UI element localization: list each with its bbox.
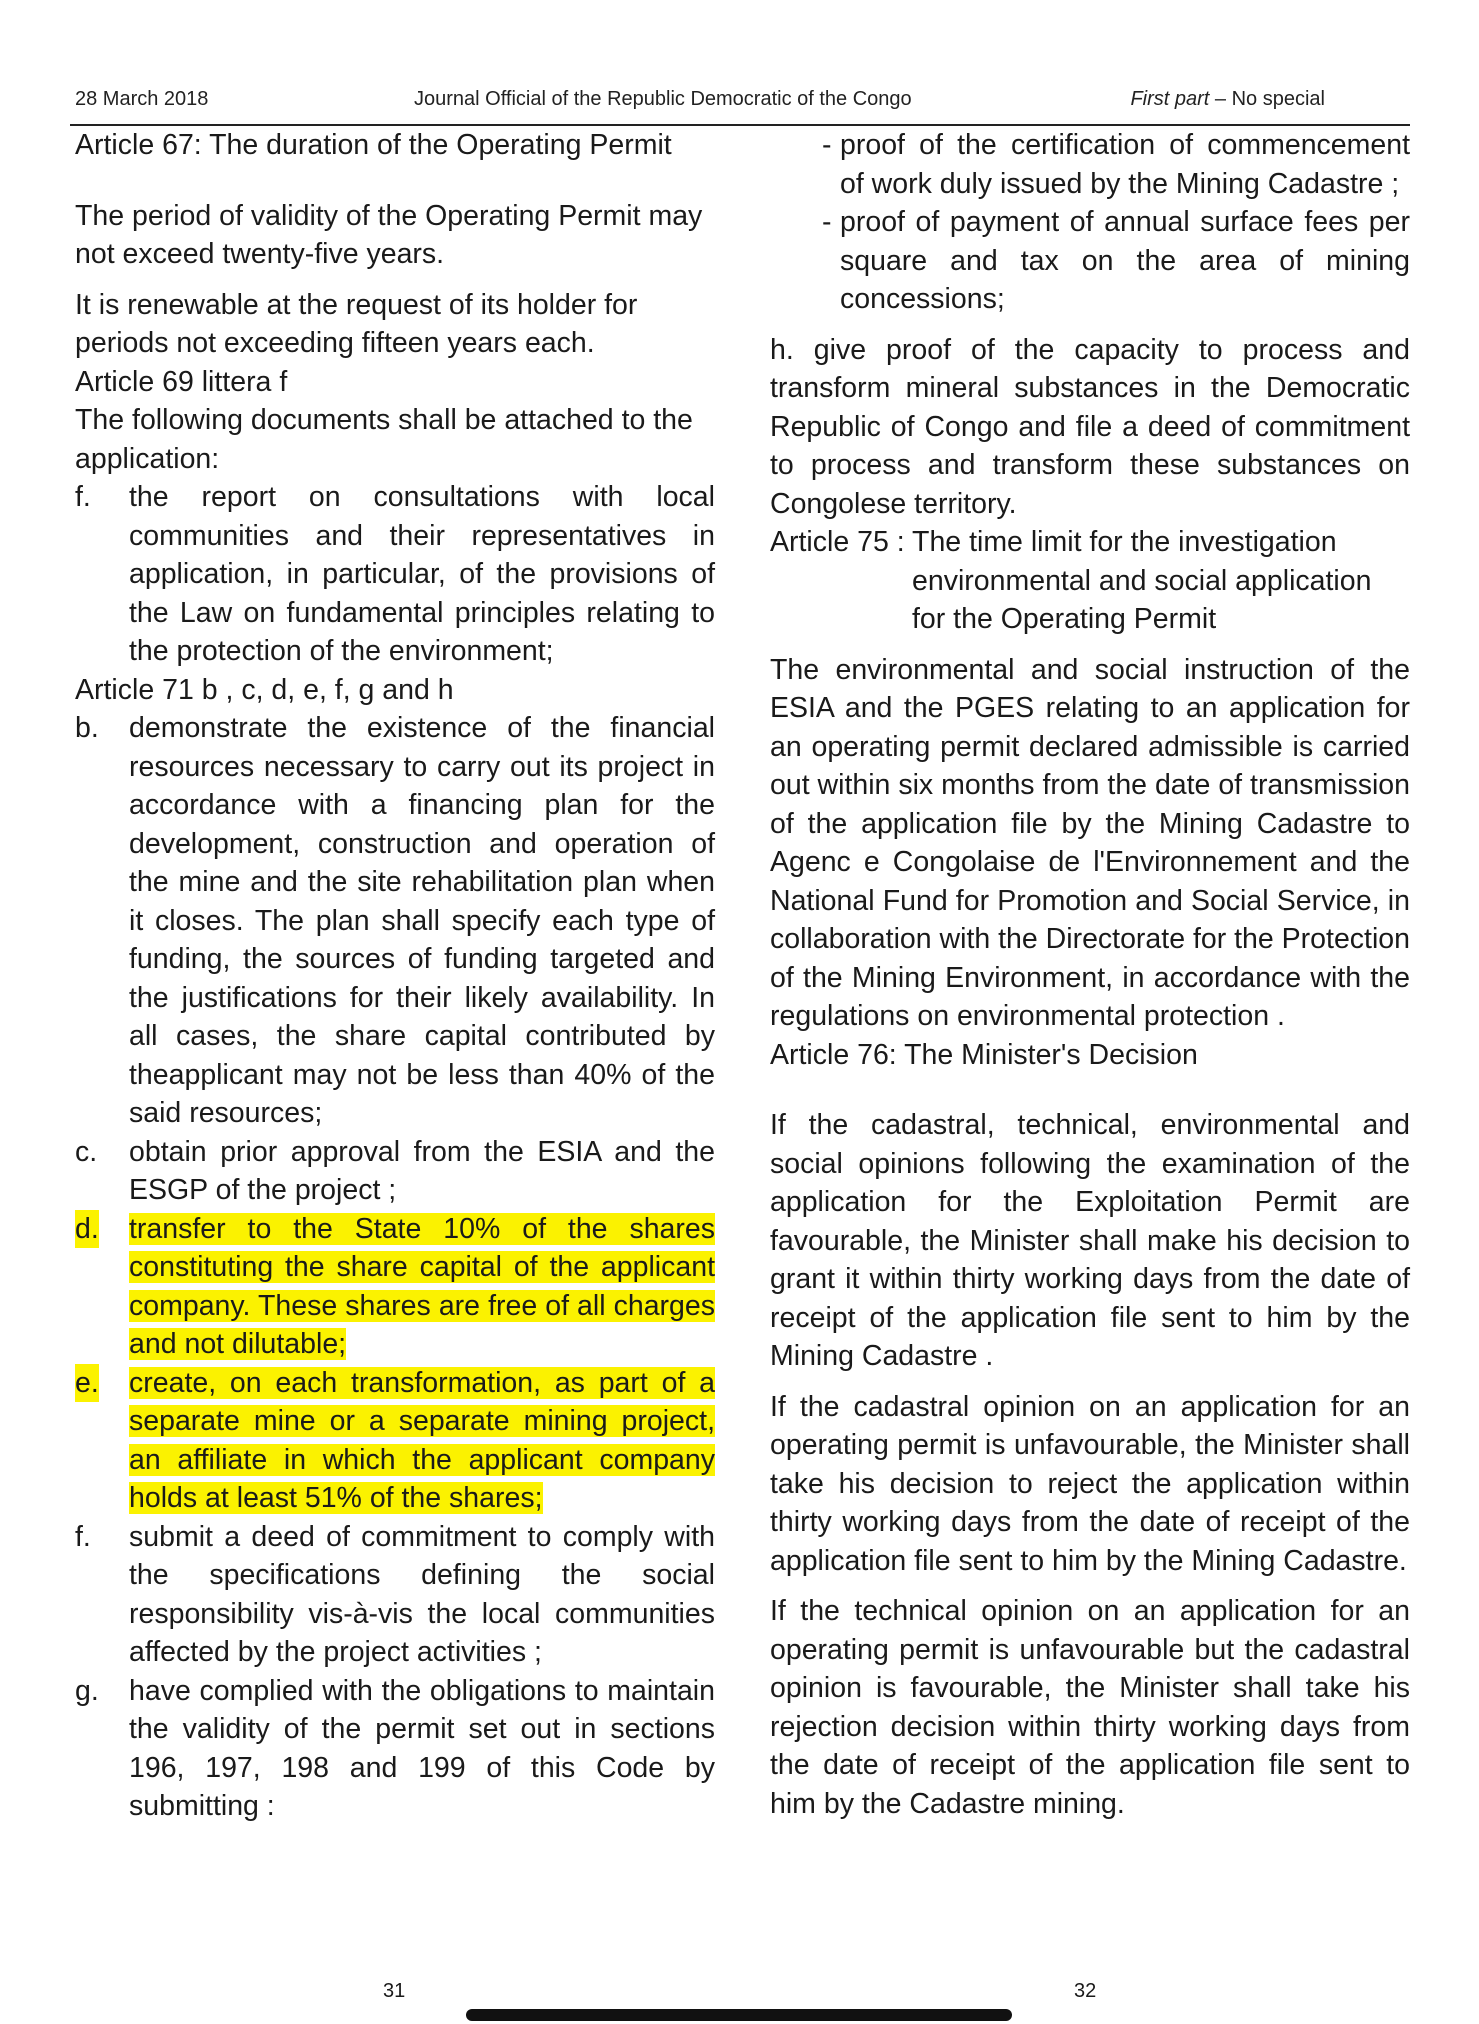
page-number-right: 32 [1074,1980,1097,2002]
article-69-intro: The following documents shall be attached to the application: [75,404,693,475]
item-text: the report on consultations with local communities and their representatives in application, in particular, of the provisions of the Law on fundamental principles relating to the protection of the environment; [129,481,715,667]
dash-marker: - [822,129,832,161]
article-76-paragraph-1: If the cadastral, technical, environmental and social opinions following the examination of the application for the Exploitation Permit are favourable, the Minister shall make his decision to grant it within thirty working days from the date of receipt of the application file sent to him by the Mining Cadastre . [770,1109,1410,1372]
right-column [770,126,1410,1823]
header-journal-title: Journal Official of the Republic Democratic of the Congo [414,88,912,110]
header-date: 28 March 2018 [75,88,209,110]
left-column [75,126,715,1826]
article-69-title: Article 69 littera f [75,365,288,398]
item-marker: d. [75,1210,99,1249]
item-text: transfer to the State 10% of the shares constituting the share capital of the applicant company. These shares are free of all charges and not dilutable; [129,1212,715,1360]
article-71-item-g [75,1672,715,1826]
article-75-subtitle-2: for the Operating Permit [912,603,1217,635]
article-67-paragraph-1: The period of validity of the Operating Permit may not exceed twenty-five years. [75,199,703,270]
item-marker: e. [75,1364,99,1403]
dash-marker: - [822,206,832,238]
article-71-item-e-highlighted [75,1364,715,1518]
proof-item-certification [770,126,1410,203]
item-marker: b. [75,712,99,744]
item-text: have complied with the obligations to maintain the validity of the permit set out in sections 196, 197, 198 and 199 of this Code by submitting : [129,1674,715,1822]
item-marker: f. [75,1520,91,1553]
item-text: demonstrate the existence of the financial resources necessary to carry out its project in accordance with a financing plan for the development, construction and operation of the mine and the site rehabilitation plan when it closes. The plan shall specify each type of funding, the sources of funding targeted and the justifications for their likely availability. In all cases, the share capital contributed by theapplicant may not be less than 40% of the said resources; [129,712,715,1129]
article-71-item-d-highlighted [75,1210,715,1364]
article-75-subtitle-1: environmental and social application [912,564,1372,597]
article-71-item-c [75,1133,715,1210]
article-71-item-f [75,1518,715,1672]
item-marker: g. [75,1674,99,1707]
article-71-title: Article 71 b , c, d, e, f, g and h [75,673,454,706]
item-text: proof of the certification of commencement of work duly issued by the Mining Cadastre ; [840,129,1410,200]
header-part-rest: – No special [1209,88,1325,110]
article-71-item-b [75,709,715,1133]
article-76-title: Article 76: The Minister's Decision [770,1038,1198,1071]
article-76-paragraph-2: If the cadastral opinion on an application for an operating permit is unfavourable, the Minister shall take his decision to reject the application within thirty working days from the date of receipt of the application file sent to him by the Mining Cadastre. [770,1390,1410,1577]
article-69-item-f [75,478,715,671]
article-71-item-h: h. give proof of the capacity to process and transform mineral substances in the Democratic Republic of Congo and file a deed of commitment to process and transform these substances on Congolese territory. [770,333,1410,520]
item-text: submit a deed of commitment to comply with the specifications defining the social responsibility vis-à-vis the local communities affected by the project activities ; [129,1520,715,1668]
proof-item-surface-fees [770,203,1410,319]
article-75-paragraph: The environmental and social instruction of the ESIA and the PGES relating to an application for an operating permit declared admissible is carried out within six months from the date of transmission of the application file by the Mining Cadastre to Agenc e Congolaise de l'Environnement and the National Fund for Promotion and Social Service, in collaboration with the Directorate for the Protection of the Mining Environment, in accordance with the regulations on environmental protection . [770,653,1410,1032]
item-text: create, on each transformation, as part of a separate mine or a separate mining project, an affiliate in which the applicant company holds at least 51% of the shares; [129,1366,715,1514]
item-text: proof of payment of annual surface fees per square and tax on the area of mining concessions; [840,206,1410,315]
article-67-paragraph-2: It is renewable at the request of its holder for periods not exceeding fifteen years each. [75,288,638,359]
page-number-left: 31 [383,1980,406,2002]
header-part-italic: First part [1130,88,1210,110]
item-text: obtain prior approval from the ESIA and the ESGP of the project ; [129,1135,715,1206]
article-75-title: Article 75 : The time limit for the investigation [770,526,1337,558]
item-marker: c. [75,1135,98,1168]
article-67-title: Article 67: The duration of the Operating Permit [75,129,672,161]
header-part [1130,88,1325,111]
item-marker: f. [75,481,91,513]
home-indicator-bar[interactable] [466,2009,1012,2021]
article-76-paragraph-3: If the technical opinion on an application for an operating permit is unfavourable but the cadastral opinion is favourable, the Minister shall take his rejection decision within thirty working days from the date of receipt of the application file sent to him by the Cadastre mining. [770,1595,1410,1820]
